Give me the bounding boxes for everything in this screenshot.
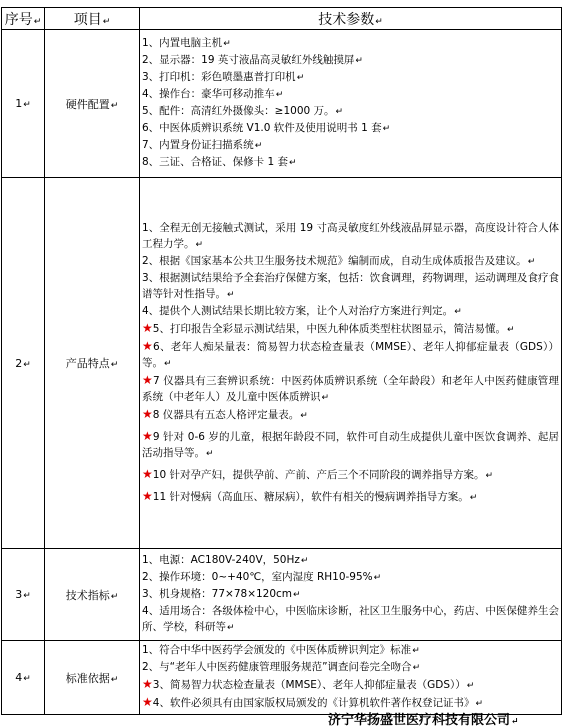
paragraph-mark: ↵ (321, 392, 330, 403)
param-text: 10 针对孕产妇，提供孕前、产前、产后三个不同阶段的调养指导方案。 (152, 468, 485, 481)
paragraph-mark: ↵ (223, 39, 231, 49)
param-text: 7、内置身份证扫描系统 (142, 139, 254, 151)
param-text: 1、电源：AC180V-240V，50Hz (142, 554, 300, 566)
star-icon: ★ (142, 406, 153, 421)
row-item: 硬件配置↵ (45, 30, 140, 178)
param-line (142, 488, 559, 506)
param-line (142, 253, 559, 270)
param-line (142, 466, 559, 484)
param-text: 4、适用场合：各级体检中心，中医临床诊断，社区卫生服务中心，药店、中医保健养生会所、学校，科研等 (142, 605, 559, 633)
paragraph-mark: ↵ (296, 73, 305, 83)
star-icon: ★ (142, 677, 153, 691)
param-text: 3、打印机：彩色喷墨惠普打印机 (142, 71, 296, 83)
paragraph-mark: ↵ (300, 556, 309, 566)
param-line (142, 428, 559, 462)
param-text: 5、打印报告全彩显示测试结果，中医九种体质类型柱状图显示，简洁易懂。 (152, 322, 506, 335)
param-text: 7 仪器具有三套辨识系统：中医药体质辨识系统（全年龄段）和老年人中医药健康管理系统（中老年人）及儿童中医体质辨识 (142, 374, 559, 403)
company-name: 济宁华扬盛世医疗科技有限公司↵ (328, 713, 519, 728)
param-line (142, 220, 559, 253)
row-number: 1↵ (2, 30, 45, 178)
paragraph-mark: ↵ (373, 573, 382, 583)
param-text: 2、根据《国家基本公共卫生服务技术规范》编制而成，自动生成体质报告及建议。 (142, 254, 527, 267)
param-line (142, 103, 559, 120)
header-params: 技术参数↵ (140, 8, 562, 30)
param-line (142, 52, 559, 69)
paragraph-mark: ↵ (275, 90, 284, 100)
param-text: 3、根据测试结果给予全套治疗保健方案，包括：饮食调理，药物调理，运动调理及食疗食谱等针对性指导。 (142, 271, 559, 300)
paragraph-mark: ↵ (206, 448, 214, 459)
star-icon: ★ (142, 372, 153, 387)
star-icon: ★ (142, 488, 153, 503)
param-text: 11 针对慢病（高血压、糖尿病），软件有相关的慢病调养指导方案。 (152, 490, 469, 503)
param-text: 3、机身规格：77×78×120cm (142, 588, 293, 600)
row-params (140, 641, 562, 715)
param-text: 2、显示器：19 英寸液晶高灵敏红外线触摸屏 (142, 54, 355, 66)
param-text: 4、操作台：豪华可移动推车 (142, 88, 275, 100)
star-icon: ★ (142, 320, 153, 335)
header-item: 项目↵ (45, 8, 140, 30)
paragraph-mark: ↵ (293, 590, 301, 600)
row-features (2, 178, 562, 549)
row-number: 4↵ (2, 641, 45, 715)
param-text: 4、软件必须具有由国家版权局颁发的《计算机软件著作权登记证书》 (152, 697, 475, 709)
header-row (2, 8, 562, 30)
row-params (140, 30, 562, 178)
param-text: 6、老年人痴呆量表：简易智力状态检查量表（MMSE）、老年人抑郁症量表（GDS））等。 (142, 340, 559, 369)
spec-table (1, 7, 562, 715)
header-seq: 序号↵ (2, 8, 45, 30)
param-text: 8、三证、合格证、保修卡 1 套 (142, 156, 289, 168)
param-line (142, 642, 559, 659)
row-item: 产品特点↵ (45, 178, 140, 549)
row-number: 3↵ (2, 549, 45, 641)
paragraph-mark: ↵ (382, 124, 391, 134)
paragraph-mark: ↵ (355, 56, 363, 66)
param-line (142, 69, 559, 86)
param-line (142, 569, 559, 586)
param-line (142, 552, 559, 569)
paragraph-mark: ↵ (475, 699, 483, 709)
paragraph-mark: ↵ (466, 681, 475, 691)
paragraph-mark: ↵ (335, 107, 344, 117)
param-line (142, 338, 559, 372)
star-icon: ★ (142, 338, 154, 353)
paragraph-mark: ↵ (300, 410, 308, 421)
param-line (142, 270, 559, 303)
paragraph-mark: ↵ (227, 623, 235, 633)
param-line (142, 586, 559, 603)
paragraph-mark: ↵ (485, 470, 494, 481)
star-icon: ★ (142, 695, 153, 709)
paragraph-mark: ↵ (164, 358, 172, 369)
param-line (142, 659, 559, 676)
param-line (142, 137, 559, 154)
paragraph-mark: ↵ (454, 306, 462, 317)
param-text: 9 针对 0-6 岁的儿童，根据年龄段不同，软件可自动生成提供儿童中医饮食调养、起居活动指导等。 (142, 430, 559, 459)
row-item: 标准依据↵ (45, 641, 140, 715)
param-line (142, 86, 559, 103)
param-text: 3、简易智力状态检查量表（MMSE）、老年人抑郁症量表（GDS）） (152, 679, 466, 691)
paragraph-mark: ↵ (412, 663, 421, 673)
param-text: 1、全程无创无接触式测试，采用 19 寸高灵敏度红外线液晶屏显示器，高度设计符合人体工程力学。 (142, 221, 559, 250)
paragraph-mark: ↵ (289, 158, 297, 168)
row-number: 2↵ (2, 178, 45, 549)
param-line (142, 676, 559, 694)
param-line (142, 35, 559, 52)
row-specs (2, 549, 562, 641)
param-text: 6、中医体质辨识系统 V1.0 软件及使用说明书 1 套 (142, 122, 382, 134)
param-text: 2、与“老年人中医药健康管理服务规范”调查问卷完全吻合 (142, 661, 412, 673)
param-text: 5、配件：高清红外摄像头：≥1000 万。 (142, 105, 335, 117)
paragraph-mark: ↵ (527, 256, 536, 267)
param-line (142, 154, 559, 171)
row-params (140, 178, 562, 549)
param-line (142, 303, 559, 320)
param-text: 1、内置电脑主机 (142, 37, 223, 49)
row-standards (2, 641, 562, 715)
paragraph-mark: ↵ (506, 324, 515, 335)
param-line (142, 320, 559, 338)
param-text: 8 仪器具有五态人格评定量表。 (152, 408, 300, 421)
row-params (140, 549, 562, 641)
row-item: 技术指标↵ (45, 549, 140, 641)
star-icon: ★ (142, 466, 153, 481)
param-text: 4、提供个人测试结果长期比较方案，让个人对治疗方案进行判定。 (142, 304, 454, 317)
paragraph-mark: ↵ (469, 492, 478, 503)
star-icon: ★ (142, 428, 153, 443)
param-line (142, 406, 559, 424)
row-hardware (2, 30, 562, 178)
param-line (142, 372, 559, 406)
paragraph-mark: ↵ (195, 239, 204, 250)
paragraph-mark: ↵ (227, 289, 235, 300)
param-line (142, 120, 559, 137)
paragraph-mark: ↵ (412, 646, 420, 656)
param-text: 2、操作环境：0~+40℃，室内湿度 RH10-95% (142, 571, 373, 583)
param-text: 1、符合中华中医药学会颁发的《中医体质辨识判定》标准 (142, 644, 412, 656)
param-line (142, 603, 559, 636)
paragraph-mark: ↵ (254, 141, 263, 151)
